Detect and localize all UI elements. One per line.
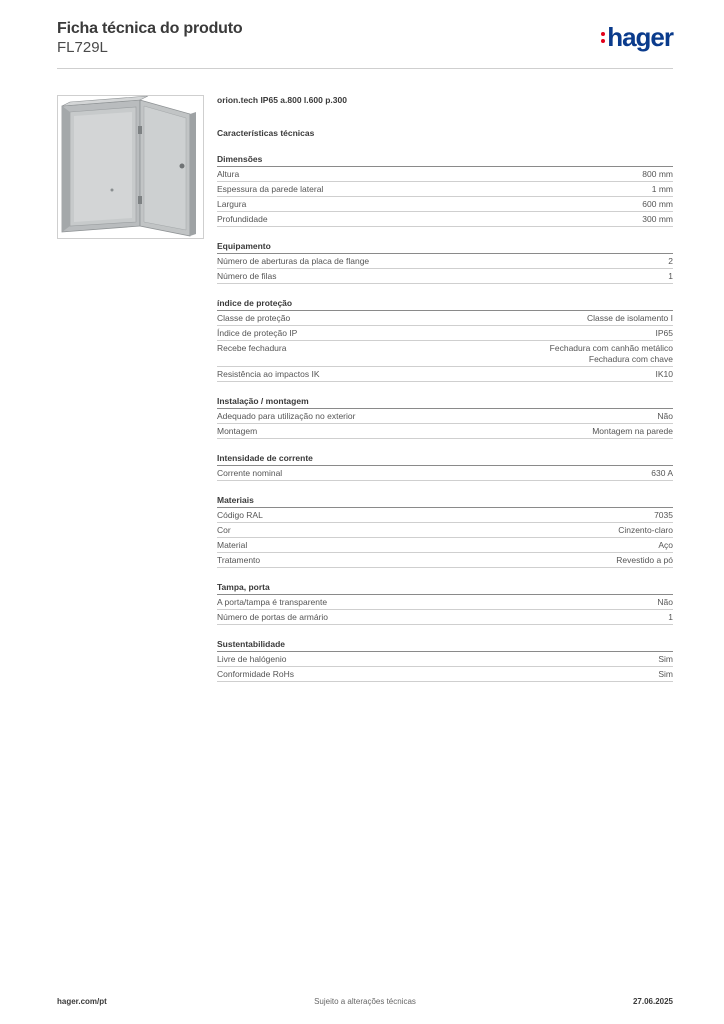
spec-group-title: Instalação / montagem: [217, 396, 673, 409]
spec-group: [217, 582, 673, 625]
spec-label: Livre de halógenio: [217, 654, 287, 664]
spec-value: IP65: [655, 328, 673, 338]
spec-group: [217, 639, 673, 682]
spec-label: Adequado para utilização no exterior: [217, 411, 356, 421]
spec-label: Número de aberturas da placa de flange: [217, 256, 370, 266]
spec-group-title: índice de proteção: [217, 298, 673, 311]
spec-label: Largura: [217, 199, 247, 209]
spec-group: [217, 241, 673, 284]
page-header: [57, 20, 673, 68]
spec-row: [217, 182, 673, 197]
spec-value: Cinzento-claro: [618, 525, 673, 535]
footer-website: hager.com/pt: [57, 997, 107, 1006]
spec-value: 2: [668, 256, 673, 266]
spec-group: [217, 495, 673, 568]
spec-row: [217, 197, 673, 212]
spec-group: [217, 396, 673, 439]
spec-value: 300 mm: [642, 214, 673, 224]
technical-sheet: [217, 95, 673, 682]
spec-value: Aço: [658, 540, 673, 550]
spec-group-title: Intensidade de corrente: [217, 453, 673, 466]
spec-group: [217, 453, 673, 481]
spec-label: Cor: [217, 525, 231, 535]
spec-label: Resistência ao impactos IK: [217, 369, 320, 379]
spec-row: [217, 341, 673, 367]
spec-group-title: Tampa, porta: [217, 582, 673, 595]
spec-label: Índice de proteção IP: [217, 328, 298, 338]
header-divider: [57, 68, 673, 69]
product-code: FL729L: [57, 39, 108, 56]
spec-value: 600 mm: [642, 199, 673, 209]
spec-value: 7035: [654, 510, 673, 520]
spec-label: Profundidade: [217, 214, 268, 224]
spec-value: Não: [657, 597, 673, 607]
spec-group-title: Dimensões: [217, 154, 673, 167]
spec-label: Espessura da parede lateral: [217, 184, 324, 194]
spec-row: [217, 167, 673, 182]
spec-label: Altura: [217, 169, 240, 179]
spec-value: Não: [657, 411, 673, 421]
spec-row: [217, 424, 673, 439]
spec-row: [217, 466, 673, 481]
spec-value: 630 A: [651, 468, 673, 478]
spec-label: Número de portas de armário: [217, 612, 329, 622]
spec-label: Recebe fechadura: [217, 343, 287, 353]
spec-row: [217, 508, 673, 523]
spec-value: IK10: [655, 369, 673, 379]
spec-value: Revestido a pó: [616, 555, 673, 565]
spec-value: 1: [668, 612, 673, 622]
spec-group-title: Sustentabilidade: [217, 639, 673, 652]
spec-group-title: Materiais: [217, 495, 673, 508]
footer-date: 27.06.2025: [632, 997, 673, 1006]
spec-row: [217, 254, 673, 269]
spec-label: A porta/tampa é transparente: [217, 597, 328, 607]
spec-label: Código RAL: [217, 510, 263, 520]
product-image: [57, 95, 204, 239]
spec-row: [217, 326, 673, 341]
footer-notice: Sujeito a alterações técnicas: [314, 997, 416, 1006]
spec-value: Classe de isolamento I: [587, 313, 673, 323]
spec-value: Sim: [658, 654, 673, 664]
logo-dots-icon: [601, 32, 605, 43]
spec-label: Corrente nominal: [217, 468, 283, 478]
spec-row: [217, 667, 673, 682]
spec-label: Material: [217, 540, 248, 550]
spec-value: Montagem na parede: [592, 426, 673, 436]
spec-row: [217, 595, 673, 610]
spec-row: [217, 409, 673, 424]
spec-row: [217, 652, 673, 667]
spec-group: [217, 298, 673, 382]
spec-group: [217, 154, 673, 227]
product-name: orion.tech IP65 a.800 l.600 p.300: [217, 95, 347, 105]
spec-row: [217, 523, 673, 538]
spec-value: 800 mm: [642, 169, 673, 179]
section-title: Características técnicas: [217, 128, 315, 138]
spec-row: [217, 269, 673, 284]
spec-row: [217, 367, 673, 382]
spec-value: Fechadura com canhão metálico Fechadura com chave: [549, 343, 673, 364]
spec-row: [217, 610, 673, 625]
enclosure-cabinet-icon: [58, 96, 203, 238]
spec-label: Montagem: [217, 426, 258, 436]
logo-text: hager: [607, 22, 673, 52]
spec-label: Classe de proteção: [217, 313, 291, 323]
spec-group-title: Equipamento: [217, 241, 673, 254]
hager-logo: [601, 24, 673, 50]
spec-groups: [217, 154, 673, 682]
spec-label: Conformidade RoHs: [217, 669, 295, 679]
spec-value: 1: [668, 271, 673, 281]
spec-value: Sim: [658, 669, 673, 679]
spec-row: [217, 212, 673, 227]
spec-label: Número de filas: [217, 271, 277, 281]
spec-row: [217, 538, 673, 553]
page-title: Ficha técnica do produto: [57, 20, 243, 37]
spec-row: [217, 553, 673, 568]
spec-value: 1 mm: [651, 184, 673, 194]
spec-label: Tratamento: [217, 555, 261, 565]
spec-row: [217, 311, 673, 326]
